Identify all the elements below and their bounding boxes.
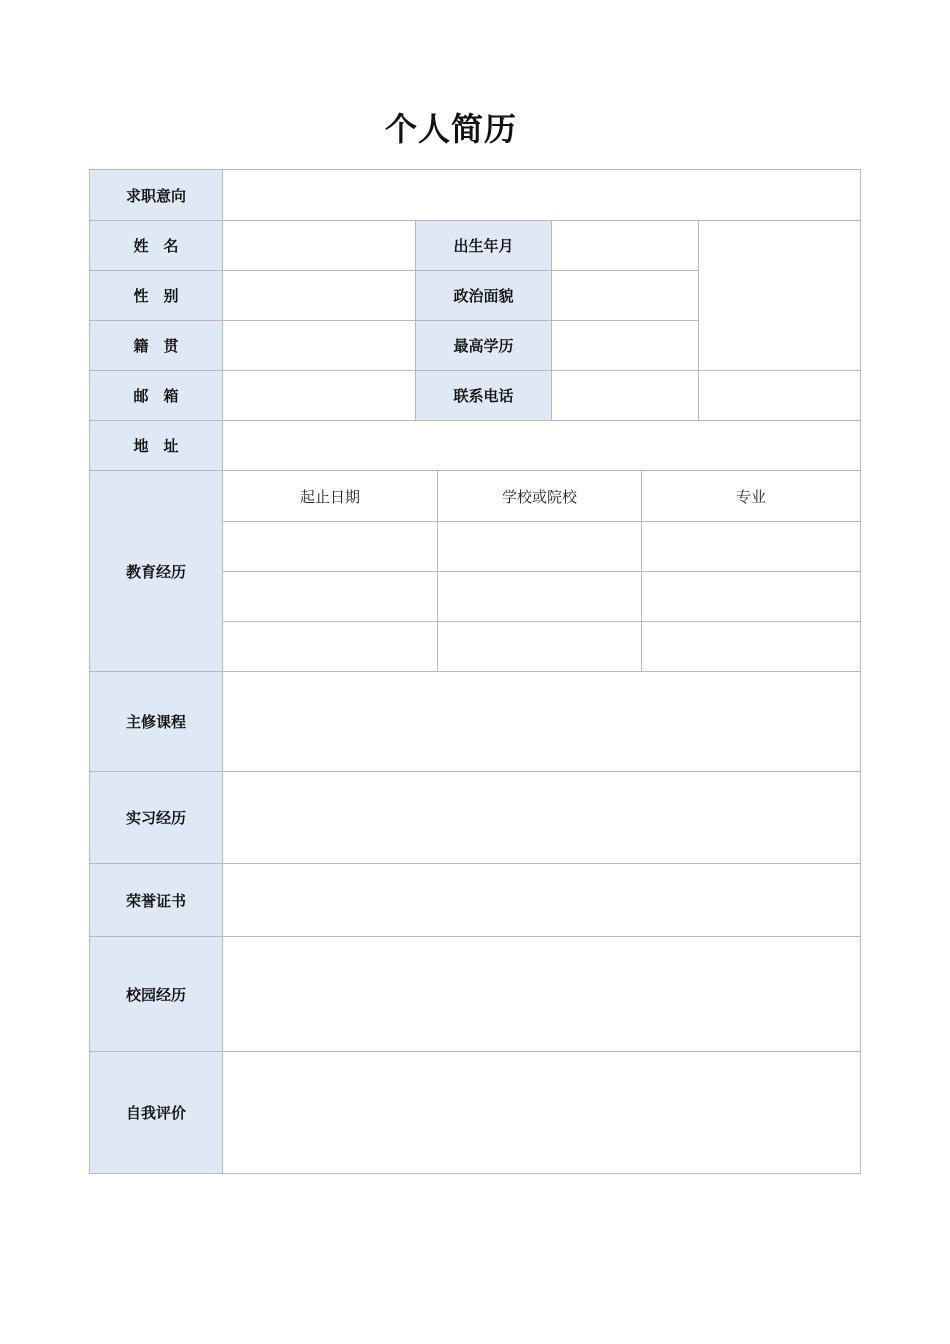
honors-field[interactable] xyxy=(223,864,860,937)
photo-box[interactable] xyxy=(699,221,860,371)
self-eval-label: 自我评价 xyxy=(90,1052,223,1173)
gender-label: 性 别 xyxy=(90,271,223,321)
edu-row-2-dates[interactable] xyxy=(223,572,438,622)
education-label: 教育经历 xyxy=(90,471,223,672)
edu-row-3-dates[interactable] xyxy=(223,622,438,672)
intention-field[interactable] xyxy=(223,170,860,221)
resume-table xyxy=(89,169,861,1174)
edu-row-1-dates[interactable] xyxy=(223,522,438,572)
edu-header-dates: 起止日期 xyxy=(223,471,438,522)
internship-label: 实习经历 xyxy=(90,772,223,864)
native-place-field[interactable] xyxy=(223,321,416,371)
courses-field[interactable] xyxy=(223,672,860,772)
edu-header-school: 学校或院校 xyxy=(438,471,642,522)
political-field[interactable] xyxy=(552,271,699,321)
intention-label: 求职意向 xyxy=(90,170,223,221)
email-field[interactable] xyxy=(223,371,416,421)
internship-field[interactable] xyxy=(223,772,860,864)
political-label: 政治面貌 xyxy=(416,271,552,321)
campus-label: 校园经历 xyxy=(90,937,223,1052)
phone-field[interactable] xyxy=(552,371,699,421)
courses-label: 主修课程 xyxy=(90,672,223,772)
email-label: 邮 箱 xyxy=(90,371,223,421)
native-place-label: 籍 贯 xyxy=(90,321,223,371)
page-title: 个人简历 xyxy=(384,110,517,148)
degree-label: 最高学历 xyxy=(416,321,552,371)
edu-row-3-school[interactable] xyxy=(438,622,642,672)
edu-row-2-major[interactable] xyxy=(642,572,860,622)
name-field[interactable] xyxy=(223,221,416,271)
edu-row-1-major[interactable] xyxy=(642,522,860,572)
name-label: 姓 名 xyxy=(90,221,223,271)
edu-header-major: 专业 xyxy=(642,471,860,522)
self-eval-field[interactable] xyxy=(223,1052,860,1173)
edu-row-3-major[interactable] xyxy=(642,622,860,672)
edu-row-1-school[interactable] xyxy=(438,522,642,572)
edu-row-2-school[interactable] xyxy=(438,572,642,622)
gender-field[interactable] xyxy=(223,271,416,321)
birth-field[interactable] xyxy=(552,221,699,271)
address-label: 地 址 xyxy=(90,421,223,471)
phone-label: 联系电话 xyxy=(416,371,552,421)
campus-field[interactable] xyxy=(223,937,860,1052)
honors-label: 荣誉证书 xyxy=(90,864,223,937)
address-field[interactable] xyxy=(223,421,860,471)
phone-extra-field[interactable] xyxy=(699,371,860,421)
degree-field[interactable] xyxy=(552,321,699,371)
birth-label: 出生年月 xyxy=(416,221,552,271)
